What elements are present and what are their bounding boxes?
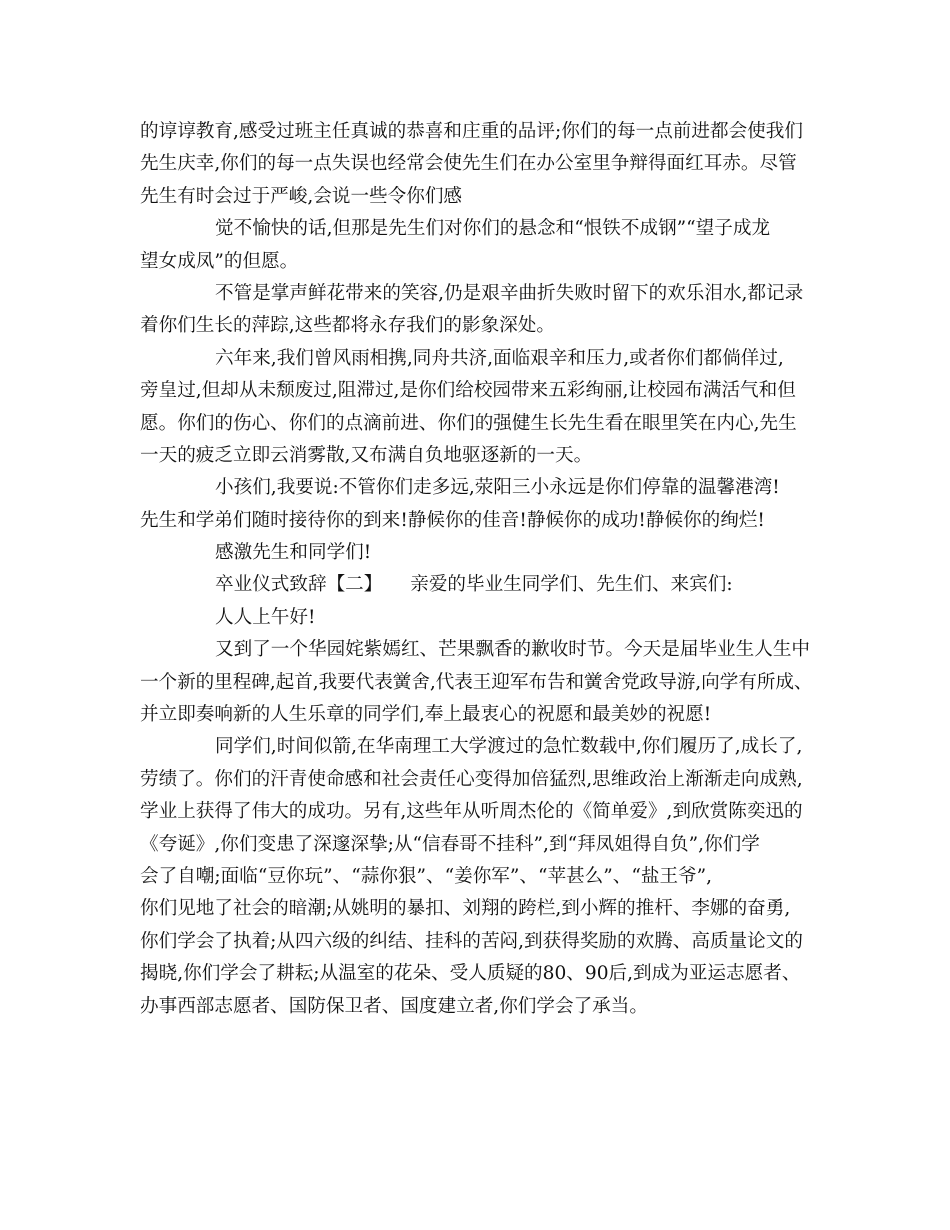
text-line: 愿。你们的伤心、你们的点滴前进、你们的强健生长先生看在眼里笑在内心,先生 <box>140 412 797 434</box>
text-line: 并立即奏响新的人生乐章的同学们,奉上最衷心的祝愿和最美妙的祝愿! <box>140 704 712 726</box>
text-line: 不管是掌声鲜花带来的笑容,仍是艰辛曲折失败时留下的欢乐泪水,都记录 <box>215 282 804 304</box>
text-line: 先生庆幸,你们的每一点失误也经常会使先生们在办公室里争辩得面红耳赤。尽管 <box>140 153 797 175</box>
text-line: 一个新的里程碑,起首,我要代表黉舍,代表王迎军布告和黉舍党政导游,向学有所成、 <box>140 671 813 693</box>
text-line: 旁皇过,但却从未颓废过,阻滞过,是你们给校园带来五彩绚丽,让校园布满活气和但 <box>140 380 796 402</box>
text-line: 《夸诞》,你们变患了深邃深挚;从“信春哥不挂科”,到“拜凤姐得自负”,你们学 <box>140 833 760 855</box>
text-line: 着你们生长的萍踪,这些都将永存我们的影象深处。 <box>140 315 555 337</box>
text-line: 先生和学弟们随时接待你的到来!静候你的佳音!静候你的成功!静候你的绚烂! <box>140 509 765 531</box>
text-line: 望女成凤”的但愿。 <box>140 250 299 272</box>
text-line: 同学们,时间似箭,在华南理工大学渡过的急忙数载中,你们履历了,成长了, <box>215 736 803 758</box>
text-line: 小孩们,我要说:不管你们走多远,荥阳三小永远是你们停靠的温馨港湾! <box>215 477 780 499</box>
text-line: 觉不愉快的话,但那是先生们对你们的悬念和“恨铁不成钢”“望子成龙 <box>215 218 771 240</box>
text-line: 你们学会了执着;从四六级的纠结、挂科的苦闷,到获得奖励的欢腾、高质量论文的 <box>140 930 803 952</box>
text-line: 一天的疲乏立即云消雾散,又布满自负地驱逐新的一天。 <box>140 444 593 466</box>
text-line: 又到了一个华园姹紫嫣红、芒果飘香的歉收时节。今天是届毕业生人生中 <box>215 639 811 661</box>
text-line: 人人上午好! <box>215 606 316 628</box>
text-line: 六年来,我们曾风雨相携,同舟共济,面临艰辛和压力,或者你们都倘佯过, <box>215 347 784 369</box>
text-line: 劳绩了。你们的汗青使命感和社会责任心变得加倍猛烈,思维政治上渐渐走向成熟, <box>140 768 803 790</box>
text-line: 感激先生和同学们! <box>215 542 372 564</box>
text-line: 卒业仪式致辞【二】 亲爱的毕业生同学们、先生们、来宾们: <box>215 574 733 596</box>
text-line: 会了自嘲;面临“豆你玩”、“蒜你狠”、“姜你军”、“苹甚么”、“盐王爷”, <box>140 865 713 887</box>
text-line: 学业上获得了伟大的成功。另有,这些年从听周杰伦的《简单爱》,到欣赏陈奕迅的 <box>140 801 803 823</box>
text-line: 你们见地了社会的暗潮;从姚明的暴扣、刘翔的跨栏,到小辉的推杆、李娜的奋勇, <box>140 898 791 920</box>
text-line: 办事西部志愿者、国防保卫者、国度建立者,你们学会了承当。 <box>140 995 648 1017</box>
document-page <box>140 116 812 1023</box>
text-line: 揭晓,你们学会了耕耘;从温室的花朵、受人质疑的80、90后,到成为亚运志愿者、 <box>140 963 801 985</box>
text-line: 的谆谆教育,感受过班主任真诚的恭喜和庄重的品评;你们的每一点前进都会使我们 <box>140 121 803 142</box>
text-line: 先生有时会过于严峻,会说一些令你们感 <box>140 185 463 207</box>
